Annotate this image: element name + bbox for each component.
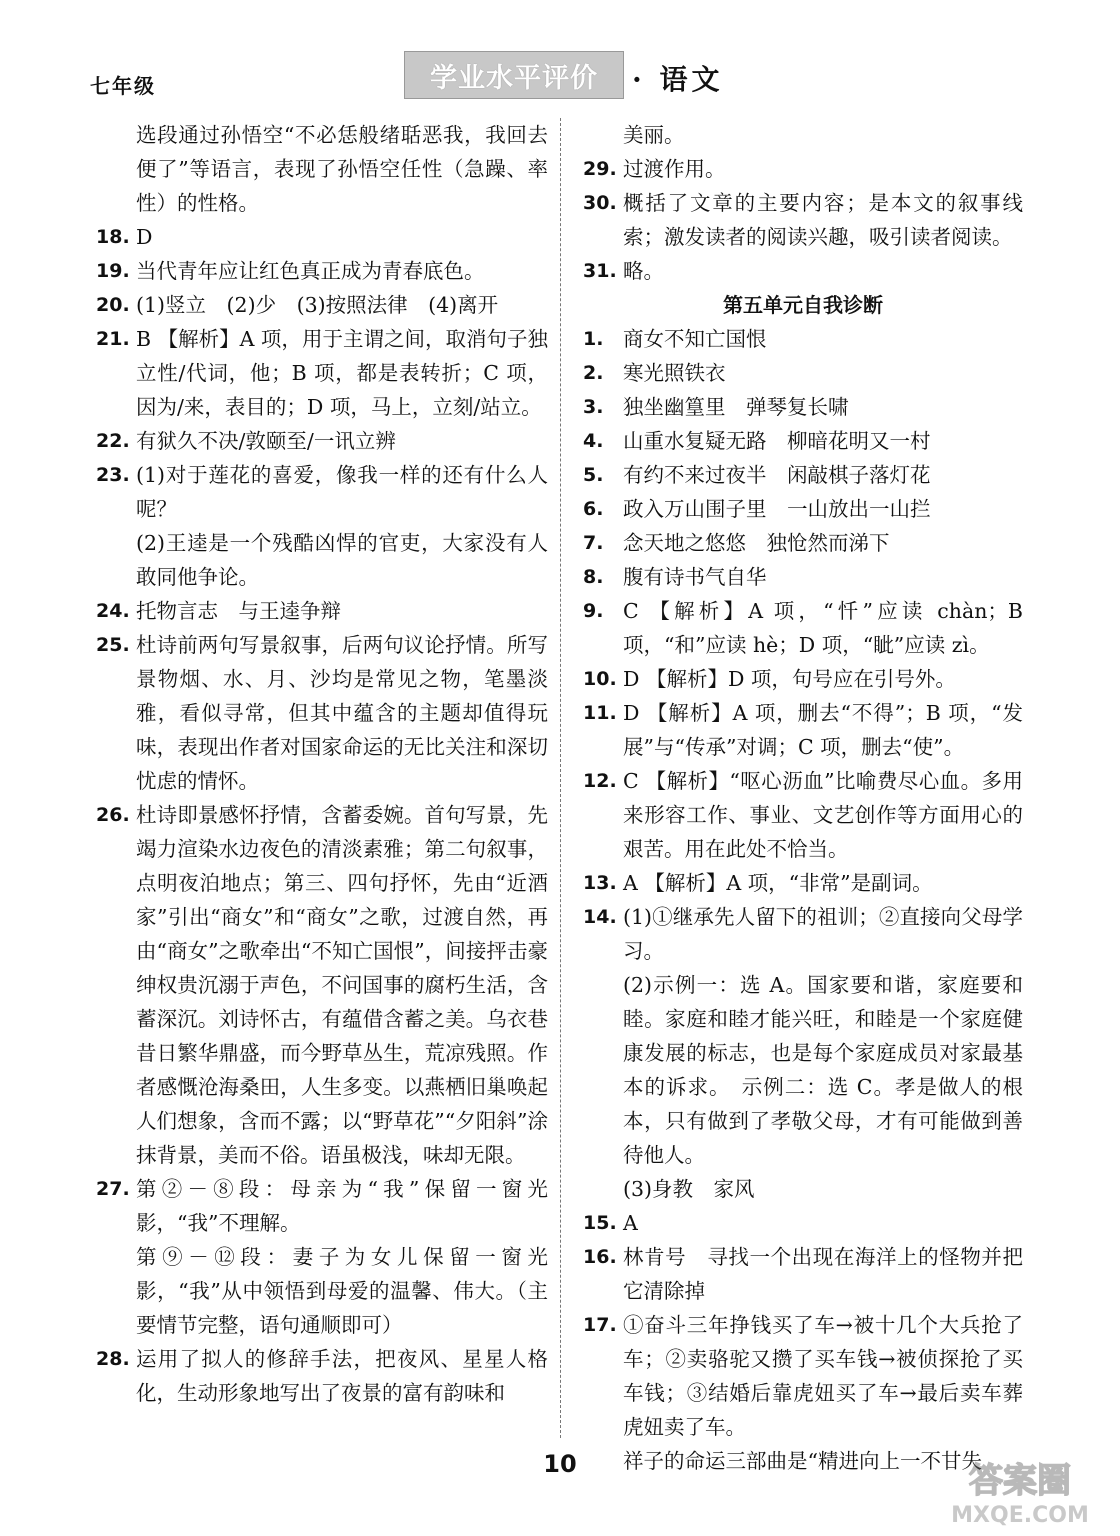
answer-item <box>96 458 548 526</box>
answer-item <box>583 662 1023 696</box>
answer-text: C 【解析】“呕心沥血”比喻费尽心血。多用来形容工作、事业、文艺创作等方面用心的艰苦。用在此处不恰当。 <box>623 769 1023 861</box>
answer-number: 13. <box>583 872 617 894</box>
answer-text: 念天地之悠悠 独怆然而涕下 <box>623 531 890 555</box>
answer-text: 政入万山围子里 一山放出一山拦 <box>623 497 931 521</box>
series-title-box: 学业水平评价 <box>404 51 624 99</box>
right-answer-list-a <box>583 152 1023 288</box>
answer-number: 16. <box>583 1246 617 1268</box>
answer-item <box>583 186 1023 254</box>
answer-text: 略。 <box>623 259 664 283</box>
answer-number: 12. <box>583 770 617 792</box>
answer-text: 杜诗即景感怀抒情，含蓄委婉。首句写景，先竭力渲染水边夜色的清淡素雅；第二句叙事，点明夜泊地点；第三、四句抒怀，先由“近酒家”引出“商女”和“商女”之歌，过渡自然，再由“商女”之歌牵出“不知亡国恨”，间接抨击豪绅权贵沉溺于声色，不问国事的腐朽生活，含蓄深沉。刘诗怀古，有蕴借含蓄之美。乌衣巷昔日繁华鼎盛，而今野草丛生，荒凉残照。作者感慨沧海桑田，人生多变。以燕栖旧巢唤起人们想象，含而不露；以“野草花”“夕阳斜”涂抹背景，美而不俗。语虽极浅，味却无限。 <box>136 803 548 1167</box>
answer-text: B 【解析】A 项，用于主谓之间，取消句子独立性/代词，他；B 项，都是表转折；C 项，因为/来，表目的；D 项，马上，立刻/站立。 <box>136 327 548 419</box>
answer-text: 概括了文章的主要内容；是本文的叙事线索；激发读者的阅读兴趣，吸引读者阅读。 <box>623 191 1023 249</box>
answer-number: 10. <box>583 668 617 690</box>
answer-number: 11. <box>583 702 617 724</box>
continued-text: 选段通过孙悟空“不必恁般绪聒恶我，我回去便了”等语言，表现了孙悟空任性（急躁、率性）的性格。 <box>136 123 548 215</box>
answer-number: 24. <box>96 600 130 622</box>
answer-item <box>96 322 548 424</box>
answer-item <box>96 594 548 628</box>
watermark-line1: 答案圈 <box>969 1461 1071 1501</box>
answer-text: (2)王逵是一个残酷凶悍的官吏，大家没有人敢同他争论。 <box>136 531 548 589</box>
answer-number: 22. <box>96 430 130 452</box>
answer-number: 4. <box>583 430 604 452</box>
answer-number: 26. <box>96 804 130 826</box>
answer-text: A 【解析】A 项，“非常”是副词。 <box>623 871 933 895</box>
answer-text: 有约不来过夜半 闲敲棋子落灯花 <box>623 463 931 487</box>
answer-number: 25. <box>96 634 130 656</box>
answer-text: 托物言志 与王逵争辩 <box>136 599 341 623</box>
section-title: 第五单元自我诊断 <box>723 293 883 317</box>
answer-text: 过渡作用。 <box>623 157 726 181</box>
subject-label: · 语文 <box>632 63 724 96</box>
answer-text: 第⑨－⑫段：妻子为女儿保留一窗光影，“我”从中领悟到母爱的温馨、伟大。（主要情节完整，语句通顺即可） <box>136 1245 548 1337</box>
answer-item <box>583 594 1023 662</box>
answer-item <box>583 1240 1023 1308</box>
answer-text: 商女不知亡国恨 <box>623 327 767 351</box>
left-column <box>96 118 548 1410</box>
answer-item <box>583 764 1023 866</box>
answer-number: 5. <box>583 464 604 486</box>
answer-number: 18. <box>96 226 130 248</box>
answer-text: ①奋斗三年挣钱买了车→被十几个大兵抢了车；②卖骆驼又攒了买车钱→被侦探抢了买车钱；③结婚后靠虎妞买了车→最后卖车葬虎妞卖了车。 <box>623 1313 1023 1439</box>
answer-number <box>583 968 623 1172</box>
answer-number: 1. <box>583 328 604 350</box>
right-answer-list-b <box>583 322 1023 1478</box>
answer-text: 当代青年应让红色真正成为青春底色。 <box>136 259 485 283</box>
answer-item <box>583 526 1023 560</box>
answer-item <box>583 152 1023 186</box>
continued-text: 美丽。 <box>623 123 685 147</box>
answer-number: 27. <box>96 1178 130 1200</box>
answer-text: 独坐幽篁里 弹琴复长啸 <box>623 395 849 419</box>
answer-number: 17. <box>583 1314 617 1336</box>
answer-text: D <box>136 225 153 249</box>
answer-item <box>583 458 1023 492</box>
answer-text: 寒光照铁衣 <box>623 361 726 385</box>
answer-number: 7. <box>583 532 604 554</box>
answer-item <box>583 356 1023 390</box>
answer-text: 运用了拟人的修辞手法，把夜风、星星人格化，生动形象地写出了夜景的富有韵味和 <box>136 1347 548 1405</box>
answer-text: 山重水复疑无路 柳暗花明又一村 <box>623 429 931 453</box>
answer-text: 祥子的命运三部曲是“精进向上一不甘失 <box>623 1449 982 1473</box>
answer-number: 2. <box>583 362 604 384</box>
answer-text: (1)对于莲花的喜爱，像我一样的还有什么人呢？ <box>136 463 548 521</box>
page-header <box>0 48 1120 104</box>
answer-item <box>583 1308 1023 1444</box>
answer-item <box>583 1206 1023 1240</box>
answer-number: 6. <box>583 498 604 520</box>
answer-item <box>96 526 548 594</box>
answer-text: 杜诗前两句写景叙事，后两句议论抒情。所写景物烟、水、月、沙均是常见之物，笔墨淡雅，看似寻常，但其中蕴含的主题却值得玩味，表现出作者对国家命运的无比关注和深切忧虑的情怀。 <box>136 633 548 793</box>
answer-text: (2)示例一：选 A。国家要和谐，家庭要和睦。家庭和睦才能兴旺，和睦是一个家庭健康发展的标志，也是每个家庭成员对家最基本的诉求。 示例二：选 C。孝是做人的根本，只有做到了孝敬父母，才有可能做到善待他人。 <box>623 973 1023 1167</box>
answer-text: 腹有诗书气自华 <box>623 565 767 589</box>
answer-item <box>583 1172 1023 1206</box>
answer-number: 20. <box>96 294 130 316</box>
answer-item <box>583 390 1023 424</box>
answer-number <box>96 1240 136 1342</box>
answer-text: D 【解析】A 项，删去“不得”；B 项，“发展”与“传承”对调；C 项，删去“使”。 <box>623 701 1023 759</box>
left-answer-list <box>96 220 548 1410</box>
answer-item <box>96 798 548 1172</box>
answer-text: C 【解析】A 项，“忏”应读 chàn；B 项，“和”应读 hè；D 项，“眦”应读 zì。 <box>623 599 1023 657</box>
answer-item <box>96 220 548 254</box>
answer-item <box>583 696 1023 764</box>
answer-number: 19. <box>96 260 130 282</box>
watermark-logo <box>930 1452 1110 1528</box>
answer-text: (1)竖立 (2)少 (3)按照法律 (4)离开 <box>136 293 499 317</box>
answer-number: 29. <box>583 158 617 180</box>
answer-number <box>96 526 136 594</box>
answer-number: 30. <box>583 192 617 214</box>
answer-number: 8. <box>583 566 604 588</box>
page-number: 10 <box>543 1450 577 1478</box>
answer-text: 林肯号 寻找一个出现在海洋上的怪物并把它清除掉 <box>623 1245 1023 1303</box>
answer-text: A <box>623 1211 638 1235</box>
answer-item <box>583 560 1023 594</box>
column-divider <box>560 118 561 1438</box>
answer-number: 14. <box>583 906 617 928</box>
answer-item <box>583 322 1023 356</box>
answer-item <box>583 424 1023 458</box>
answer-number: 3. <box>583 396 604 418</box>
answer-item <box>583 492 1023 526</box>
answer-number: 31. <box>583 260 617 282</box>
answer-item <box>583 968 1023 1172</box>
answer-number: 28. <box>96 1348 130 1370</box>
answer-text: 有狱久不决/敦颐至/一讯立辨 <box>136 429 396 453</box>
answer-item <box>96 628 548 798</box>
answer-item <box>96 254 548 288</box>
answer-item <box>583 254 1023 288</box>
answer-text: D 【解析】D 项，句号应在引号外。 <box>623 667 956 691</box>
answer-text: 第②－⑧段：母亲为“我”保留一窗光影，“我”不理解。 <box>136 1177 548 1235</box>
answer-text: (3)身教 家风 <box>623 1177 755 1201</box>
answer-item <box>96 424 548 458</box>
answer-item <box>96 1172 548 1240</box>
watermark-line2: MXQE.COM <box>951 1503 1089 1528</box>
answer-number: 15. <box>583 1212 617 1234</box>
answer-item <box>96 1342 548 1410</box>
grade-label: 七年级 <box>90 74 156 98</box>
answer-item <box>583 866 1023 900</box>
answer-item <box>96 1240 548 1342</box>
answer-item <box>96 288 548 322</box>
answer-number: 23. <box>96 464 130 486</box>
answer-number: 9. <box>583 600 604 622</box>
answer-number: 21. <box>96 328 130 350</box>
answer-item <box>583 900 1023 968</box>
answer-number <box>583 1172 623 1206</box>
right-column <box>583 118 1023 1478</box>
answer-text: (1)①继承先人留下的祖训；②直接向父母学习。 <box>623 905 1023 963</box>
